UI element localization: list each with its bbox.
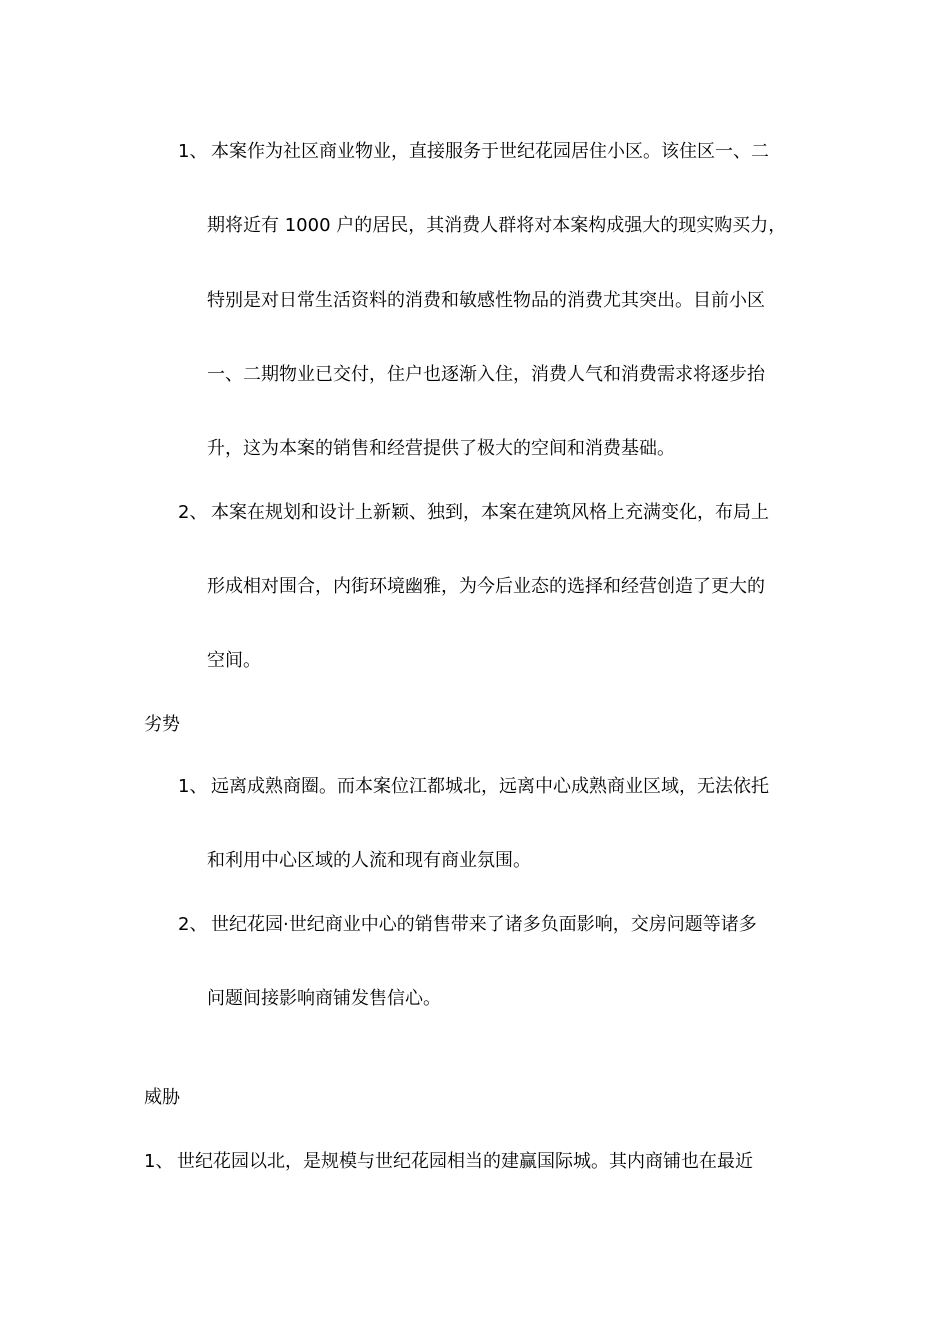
paragraph-text: 世纪花园以北，是规模与世纪花园相当的建赢国际城。其内商铺也在最近 xyxy=(177,1151,753,1172)
paragraph-text: 世纪花园·世纪商业中心的销售带来了诸多负面影响，交房问题等诸多 xyxy=(211,914,757,935)
advantage-1-line-2: 期将近有 1000 户的居民，其消费人群将对本案构成强大的现实购买力， xyxy=(207,215,787,236)
weakness-1-line-2: 和利用中心区域的人流和现有商业氛围。 xyxy=(207,850,531,871)
weakness-2-line-2: 问题间接影响商铺发售信心。 xyxy=(207,988,441,1009)
weakness-1-line-1 xyxy=(178,775,769,799)
list-number: 1、 xyxy=(144,1151,174,1172)
list-number: 1、 xyxy=(178,141,208,162)
advantage-2-line-2: 形成相对围合，内街环境幽雅，为今后业态的选择和经营创造了更大的 xyxy=(207,576,765,597)
advantage-1-line-3: 特别是对日常生活资料的消费和敏感性物品的消费尤其突出。目前小区 xyxy=(207,290,765,311)
paragraph-text: 远离成熟商圈。而本案位江都城北，远离中心成熟商业区域，无法依托 xyxy=(211,776,769,797)
advantage-2-line-1 xyxy=(178,501,769,525)
list-number: 2、 xyxy=(178,502,208,523)
advantage-1-line-5: 升，这为本案的销售和经营提供了极大的空间和消费基础。 xyxy=(207,438,675,459)
paragraph-text: 本案作为社区商业物业，直接服务于世纪花园居住小区。该住区一、二 xyxy=(211,141,769,162)
weaknesses-heading: 劣势 xyxy=(144,714,180,735)
advantage-2-line-3: 空间。 xyxy=(207,650,261,671)
paragraph-text: 本案在规划和设计上新颖、独到，本案在建筑风格上充满变化，布局上 xyxy=(211,502,769,523)
threats-heading: 威胁 xyxy=(144,1087,180,1108)
advantage-1-line-4: 一、二期物业已交付，住户也逐渐入住，消费人气和消费需求将逐步抬 xyxy=(207,364,765,385)
weakness-2-line-1 xyxy=(178,913,757,937)
threat-1-line-1 xyxy=(144,1150,753,1174)
list-number: 2、 xyxy=(178,914,208,935)
advantage-1-line-1 xyxy=(178,140,769,164)
list-number: 1、 xyxy=(178,776,208,797)
